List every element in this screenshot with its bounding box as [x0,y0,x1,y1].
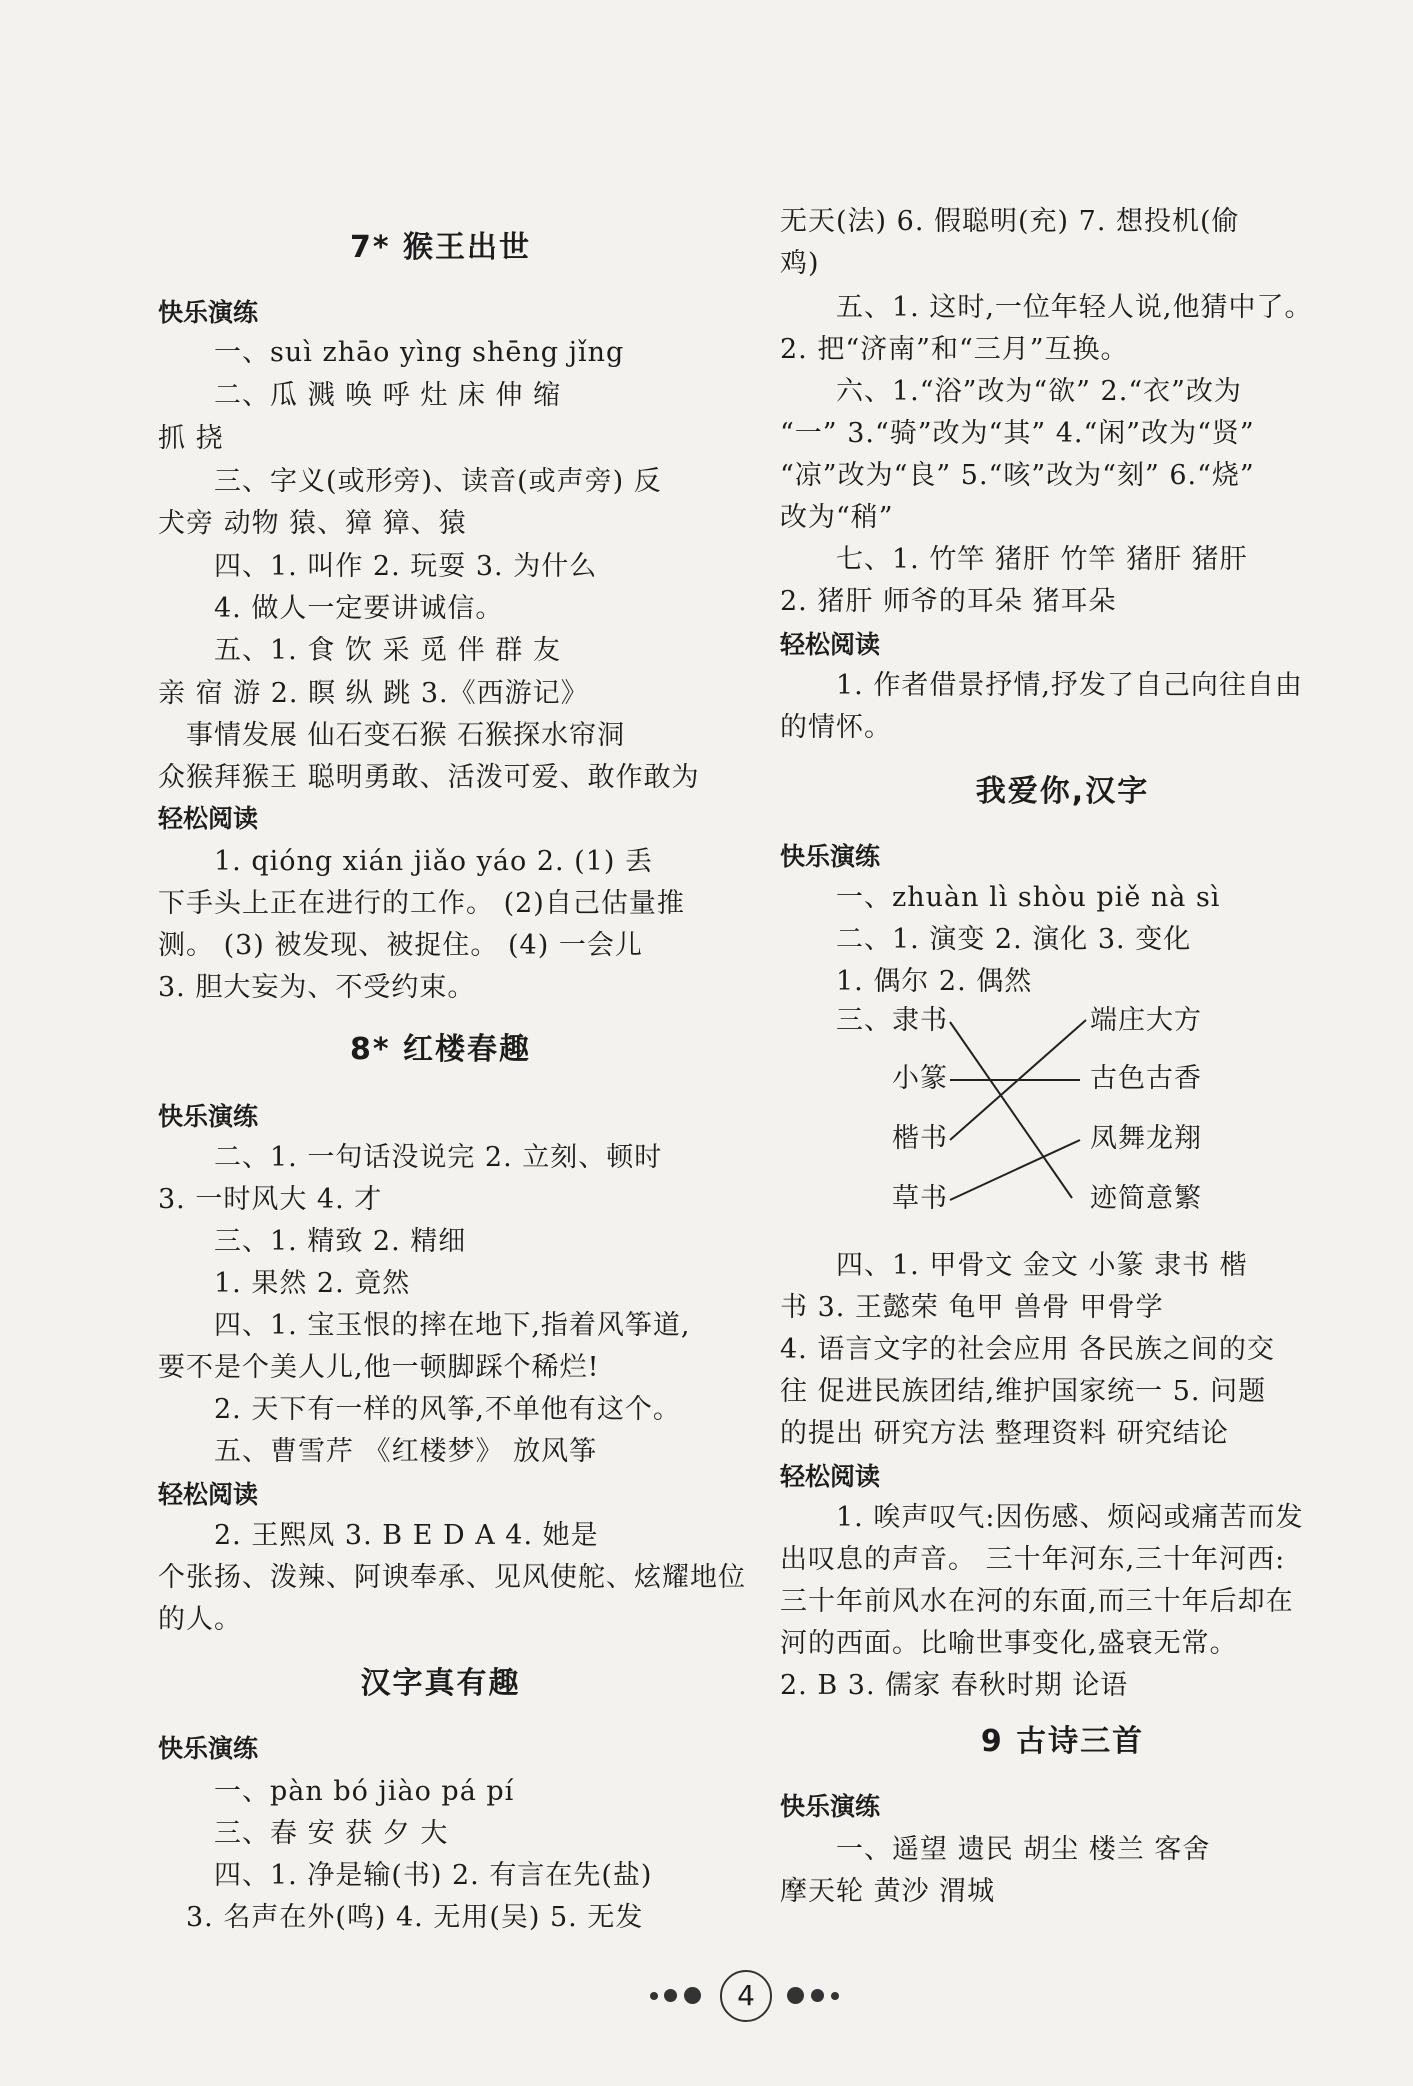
answer-line: 往 促进民族团结,维护国家统一 5. 问题 [780,1376,1267,1407]
answer-line: 的人。 [158,1604,242,1635]
answer-line: 3. 名声在外(鸣) 4. 无用(吴) 5. 无发 [186,1902,644,1933]
answer-line: 3. 一时风大 4. 才 [158,1184,383,1215]
answer-line: 一、suì zhāo yìng shēng jǐng [214,337,625,368]
section-heading: 快乐演练 [780,1792,881,1821]
answer-line: 4. 做人一定要讲诚信。 [214,593,504,624]
section-heading: 轻松阅读 [158,804,259,833]
answer-line: 无天(法) 6. 假聪明(充) 7. 想投机(偷 [780,206,1240,237]
section-heading: 快乐演练 [158,1102,259,1131]
answer-line: 七、1. 竹竿 猪肝 竹竿 猪肝 猪肝 [836,544,1248,575]
answer-line: 摩天轮 黄沙 渭城 [780,1876,996,1907]
answer-line: 河的西面。比喻世事变化,盛衰无常。 [780,1628,1238,1659]
answer-line: 一、遥望 遗民 胡尘 楼兰 客舍 [836,1834,1211,1865]
answer-line: 四、1. 宝玉恨的摔在地下,指着风筝道, [214,1310,691,1341]
diagram-left-label: 小篆 [892,1063,948,1094]
answer-line: 1. 偶尔 2. 偶然 [836,966,1033,997]
answer-line: 的提出 研究方法 整理资料 研究结论 [780,1418,1229,1449]
answer-line: 下手头上正在进行的工作。 (2)自己估量推 [158,888,685,919]
answer-line: 改为“稍” [780,502,894,533]
diagram-right-label: 古色古香 [1090,1063,1202,1094]
answer-line: 四、1. 叫作 2. 玩耍 3. 为什么 [214,551,598,582]
answer-line: 二、1. 演变 2. 演化 3. 变化 [836,924,1192,955]
answer-line: 犬旁 动物 猿、獐 獐、猿 [158,508,467,539]
diagram-left-label: 楷书 [892,1123,948,1154]
diagram-right-label: 迹简意繁 [1090,1183,1202,1214]
answer-line: 鸡) [780,248,820,279]
answer-line: 1. 唉声叹气:因伤感、烦闷或痛苦而发 [836,1502,1304,1533]
answer-line: 五、曹雪芹 《红楼梦》 放风筝 [214,1436,598,1467]
answer-line: 书 3. 王懿荣 龟甲 兽骨 甲骨学 [780,1292,1164,1323]
answer-line: 3. 胆大妄为、不受约束。 [158,972,476,1003]
answer-line: 四、1. 净是输(书) 2. 有言在先(盐) [214,1860,653,1891]
answer-line: 六、1.“浴”改为“欲” 2.“衣”改为 [836,376,1242,407]
diagram-right-label: 凤舞龙翔 [1090,1123,1202,1154]
answer-line: 亲 宿 游 2. 瞑 纵 跳 3.《西游记》 [158,678,589,709]
answer-line: 二、瓜 溅 唤 呼 灶 床 伸 缩 [214,380,562,411]
answer-line: 事情发展 仙石变石猴 石猴探水帘洞 [186,720,626,751]
answer-line: 一、pàn bó jiào pá pí [214,1776,515,1807]
answer-line: 的情怀。 [780,712,892,743]
answer-line: 出叹息的声音。 三十年河东,三十年河西: [780,1544,1286,1575]
lesson-title-8: 8* 红楼春趣 [349,1032,531,1067]
section-heading: 快乐演练 [780,842,881,871]
answer-line: “一” 3.“骑”改为“其” 4.“闲”改为“贤” [780,418,1255,449]
page-number: 4 [720,1970,772,2022]
answer-line: 2. B 3. 儒家 春秋时期 论语 [780,1670,1129,1701]
section-heading: 快乐演练 [158,298,259,327]
answer-line: 三、1. 精致 2. 精细 [214,1226,467,1257]
answer-line: 2. 天下有一样的风筝,不单他有这个。 [214,1394,681,1425]
answer-line: 2. 把“济南”和“三月”互换。 [780,334,1129,365]
answer-line: 4. 语言文字的社会应用 各民族之间的交 [780,1334,1275,1365]
decor-dot [684,1987,701,2004]
answer-line: 2. 王熙凤 3. B E D A 4. 她是 [214,1520,599,1551]
answer-line: 三、春 安 获 夕 大 [214,1818,449,1849]
lesson-title-hanzi: 汉字真有趣 [360,1666,521,1701]
decor-dot [650,1992,658,2000]
section-heading: 轻松阅读 [158,1480,259,1509]
page-footer [0,1970,1413,2030]
answer-line: 1. qióng xián jiǎo yáo 2. (1) 丢 [214,846,654,877]
decor-dot [664,1989,677,2002]
diagram-right-label: 端庄大方 [1090,1005,1202,1036]
answer-line: 测。 (3) 被发现、被捉住。 (4) 一会儿 [158,930,643,961]
match-line [950,1140,1080,1200]
answer-line: 要不是个美人儿,他一顿脚踩个稀烂! [158,1352,600,1383]
lesson-title-9: 9 古诗三首 [980,1724,1145,1759]
matching-diagram [780,998,1220,1238]
section-heading: 轻松阅读 [780,630,881,659]
answer-line: 三、字义(或形旁)、读音(或声旁) 反 [214,466,662,497]
decor-dot [787,1987,804,2004]
answer-line: 抓 挠 [158,423,224,454]
decor-dot [831,1992,839,2000]
answer-line: 五、1. 这时,一位年轻人说,他猜中了。 [836,292,1313,323]
diagram-left-label: 三、隶书 [836,1005,948,1036]
diagram-left-label: 草书 [892,1183,948,1214]
section-heading: 快乐演练 [158,1734,259,1763]
answer-line: 二、1. 一句话没说完 2. 立刻、顿时 [214,1142,663,1173]
answer-line: 1. 作者借景抒情,抒发了自己向往自由 [836,670,1303,701]
answer-line: 五、1. 食 饮 采 觅 伴 群 友 [214,635,561,666]
answer-line: 四、1. 甲骨文 金文 小篆 隶书 楷 [836,1250,1248,1281]
answer-line: 1. 果然 2. 竟然 [214,1268,411,1299]
matching-lines [780,998,1220,1238]
lesson-title-love-hanzi: 我爱你,汉字 [975,774,1150,809]
answer-line: 众猴拜猴王 聪明勇敢、活泼可爱、敢作敢为 [158,762,700,793]
answer-line: “凉”改为“良” 5.“咳”改为“刻” 6.“烧” [780,460,1255,491]
answer-line: 一、zhuàn lì shòu piě nà sì [836,882,1221,913]
answer-line: 2. 猪肝 师爷的耳朵 猪耳朵 [780,586,1117,617]
decor-dot [811,1989,824,2002]
section-heading: 轻松阅读 [780,1462,881,1491]
answer-line: 个张扬、泼辣、阿谀奉承、见风使舵、炫耀地位 [158,1562,746,1593]
answer-line: 三十年前风水在河的东面,而三十年后却在 [780,1586,1294,1617]
lesson-title-7: 7* 猴王出世 [349,230,531,265]
